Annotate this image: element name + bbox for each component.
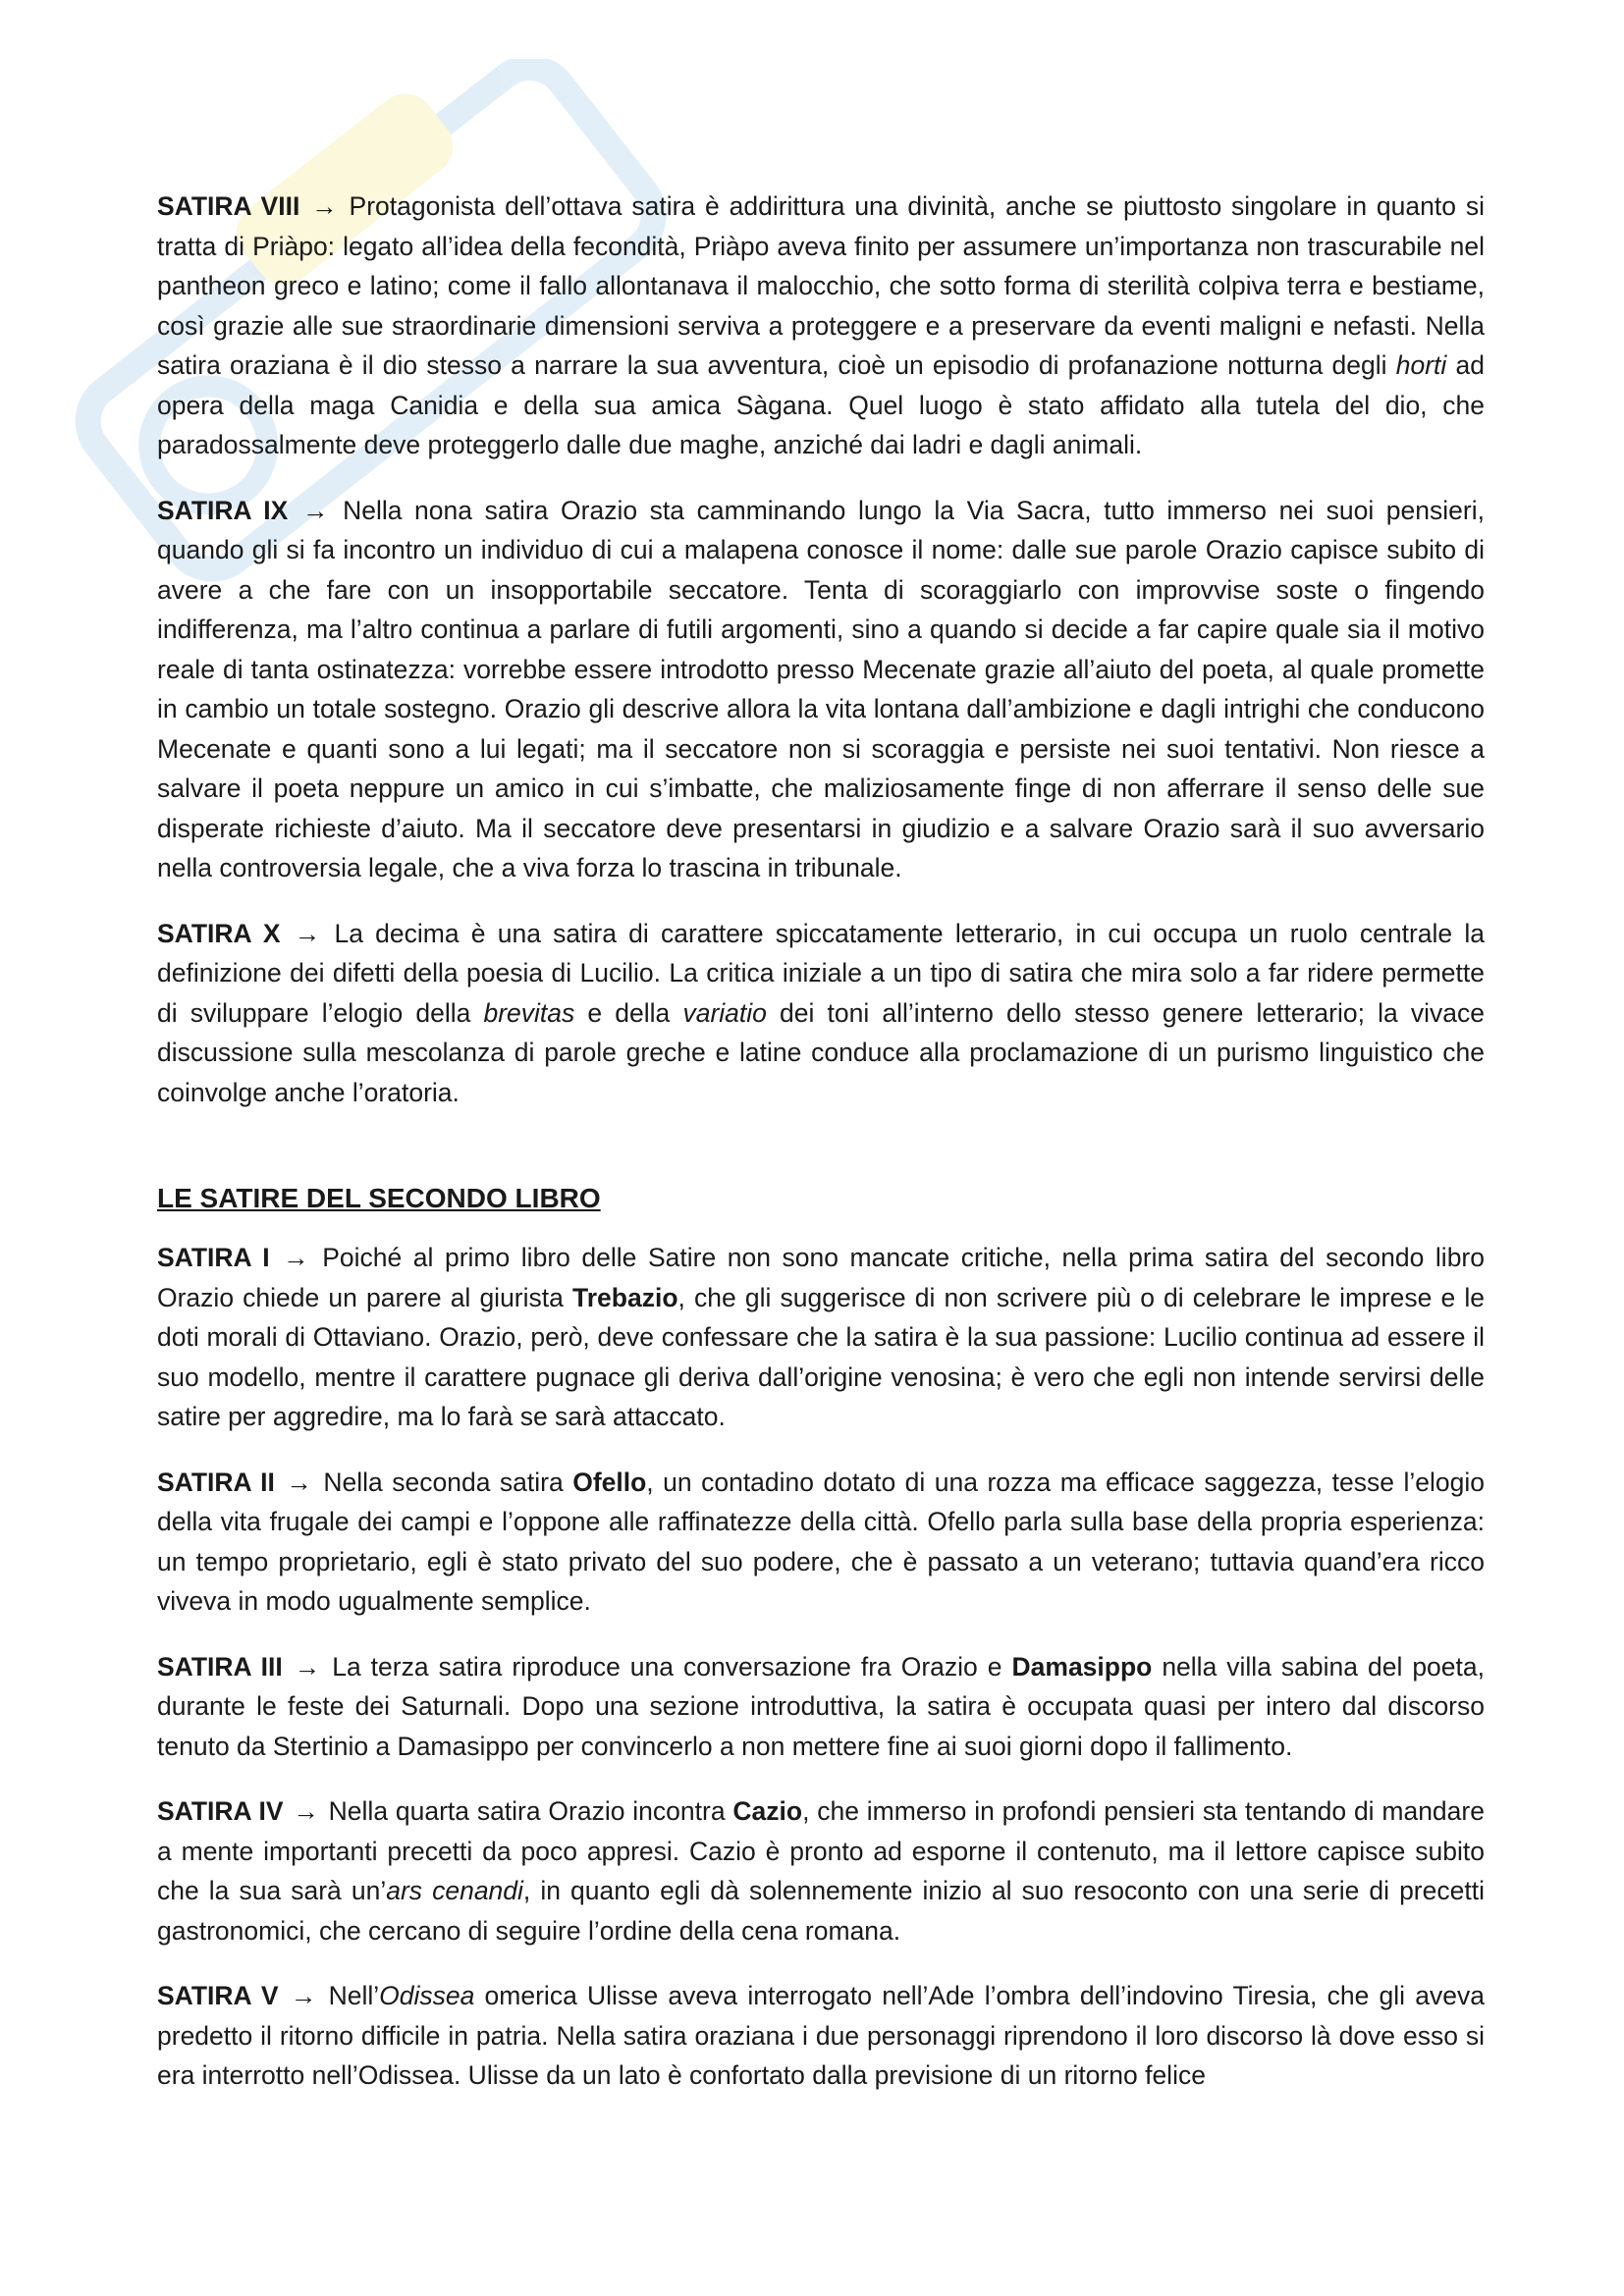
paragraph-text: dei toni all’interno dello stesso genere letterario; la vivace discussione sulla mescolanza di parole greche e latine conduce alla proclamazione di un purismo linguistico che coinvolge anche l’oratoria. <box>157 997 1485 1107</box>
arrow-icon: → <box>311 191 338 221</box>
first-book-block <box>157 187 1485 1112</box>
paragraph-text: , che immerso in profondi pensieri sta tentando di mandare a mente importanti precetti da poco appresi. Cazio è pronto ad esporne il contenuto, ma il lettore capisce subito che la sua sarà un’ <box>157 1796 1485 1905</box>
bold-name: Cazio <box>732 1796 803 1826</box>
paragraph-text: Nella seconda satira <box>323 1467 573 1497</box>
italic-term: ars cenandi <box>386 1876 523 1905</box>
bold-name: Ofello <box>572 1467 647 1497</box>
paragraph-text: La terza satira riproduce una conversazione fra Orazio e <box>332 1651 1012 1682</box>
section-title: LE SATIRE DEL SECONDO LIBRO <box>157 1183 601 1213</box>
satira-paragraph <box>157 1463 1485 1622</box>
bold-name: Damasippo <box>1011 1651 1153 1682</box>
satira-label: SATIRA II <box>157 1467 275 1497</box>
paragraph-text: , in quanto egli dà solennemente inizio al suo resoconto con una serie di precetti gastronomici, che cercano di seguire l’ordine della cena romana. <box>157 1876 1485 1946</box>
arrow-icon: → <box>301 495 329 525</box>
arrow-icon: → <box>294 1651 321 1682</box>
satira-paragraph <box>157 1791 1485 1950</box>
satira-paragraph <box>157 491 1485 888</box>
italic-term: horti <box>1395 350 1447 380</box>
paragraph-text: e della <box>574 997 683 1028</box>
satira-label: SATIRA V <box>157 1981 279 2010</box>
arrow-icon: → <box>286 1467 312 1497</box>
satira-label: SATIRA X <box>157 918 281 948</box>
paragraph-text: nella villa sabina del poeta, durante le feste dei Saturnali. Dopo una sezione introduttiva, la satira è occupata quasi per intero dal discorso tenuto da Stertinio a Damasippo per convincerlo a non mettere fine ai suoi giorni dopo il fallimento. <box>157 1651 1485 1761</box>
paragraph-text: , un contadino dotato di una rozza ma efficace saggezza, tesse l’elogio della vita frugale dei campi e l’oppone alle raffinatezze della città. Ofello parla sulla base della propria esperienza: un tempo proprietario, egli è stato privato del suo podere, che è passato a un veterano; tuttavia quand’era ricco viveva in modo ugualmente semplice. <box>157 1467 1485 1616</box>
satira-label: SATIRA IX <box>157 495 289 525</box>
paragraph-text: , che gli suggerisce di non scrivere più o di celebrare le imprese e le doti morali di Ottaviano. Orazio, però, deve confessare che la satira è la sua passione: Lucilio continua ad essere il suo modello, mentre il carattere pugnace gli deriva dall’origine venosina; è vero che egli non intende servirsi delle satire per aggredire, ma lo farà se sarà attaccato. <box>157 1282 1485 1431</box>
paragraph-text: La decima è una satira di carattere spiccatamente letterario, in cui occupa un ruolo centrale la definizione dei difetti della poesia di Lucilio. La critica iniziale a un tipo di satira che mira solo a far ridere permette di sviluppare l’elogio della <box>157 918 1485 1028</box>
paragraph-text: Nella quarta satira Orazio incontra <box>328 1796 733 1826</box>
paragraph-text: Protagonista dell’ottava satira è addirittura una divinità, anche se piuttosto singolare in quanto si tratta di Priàpo: legato all’idea della fecondità, Priàpo aveva finito per assumere un’importanza non trascurabile nel pantheon greco e latino; come il fallo allontanava il malocchio, che sotto forma di sterilità colpiva terra e bestiame, così grazie alle sue straordinarie dimensioni serviva a proteggere e a preservare da eventi maligni e nefasti. Nella satira oraziana è il dio stesso a narrare la sua avventura, cioè un episodio di profanazione notturna degli <box>157 191 1485 380</box>
italic-term: Odissea <box>379 1981 475 2010</box>
satira-label: SATIRA III <box>157 1651 283 1682</box>
arrow-icon: → <box>294 918 321 948</box>
arrow-icon: → <box>293 1796 319 1826</box>
satira-paragraph <box>157 187 1485 465</box>
arrow-icon: → <box>283 1243 309 1272</box>
arrow-icon: → <box>290 1981 317 2010</box>
satira-paragraph <box>157 1647 1485 1767</box>
paragraph-text: ad opera della maga Canidia e della sua amica Sàgana. Quel luogo è stato affidato alla tutela del dio, che paradossalmente deve proteggerlo dalle due maghe, anziché dai ladri e dagli animali. <box>157 350 1485 459</box>
satira-label: SATIRA IV <box>157 1796 284 1826</box>
satira-paragraph <box>157 914 1485 1113</box>
document-page <box>157 187 1485 2121</box>
italic-term: brevitas <box>483 997 575 1028</box>
satira-label: SATIRA I <box>157 1243 270 1272</box>
paragraph-text: Nella nona satira Orazio sta camminando lungo la Via Sacra, tutto immerso nei suoi pensieri, quando gli si fa incontro un individuo di cui a malapena conosce il nome: dalle sue parole Orazio capisce subito di avere a che fare con un insopportabile seccatore. Tenta di scoraggiarlo con improvvise soste o fingendo indifferenza, ma l’altro continua a parlare di futili argomenti, sino a quando si decide a far capire quale sia il motivo reale di tanta ostinatezza: vorrebbe essere introdotto presso Mecenate grazie all’aiuto del poeta, al quale promette in cambio un totale sostegno. Orazio gli descrive allora la vita lontana dall’ambizione e dagli intrighi che conducono Mecenate e quanti sono a lui legati; ma il seccatore non si scoraggia e persiste nei suoi tentativi. Non riesce a salvare il poeta neppure un amico in cui s’imbatte, che maliziosamente finge di non afferrare il senso delle sue disperate richieste d’aiuto. Ma il seccatore deve presentarsi in giudizio e a salvare Orazio sarà il suo avversario nella controversia legale, che a viva forza lo trascina in tribunale. <box>157 495 1485 882</box>
paragraph-text: omerica Ulisse aveva interrogato nell’Ade l’ombra dell’indovino Tiresia, che gli aveva predetto il ritorno difficile in patria. Nella satira oraziana i due personaggi riprendono il loro discorso là dove esso si era interrotto nell’Odissea. Ulisse da un lato è confortato dalla previsione di un ritorno felice <box>157 1981 1485 2090</box>
italic-term: variatio <box>682 997 767 1028</box>
satira-label: SATIRA VIII <box>157 191 300 221</box>
satira-paragraph <box>157 1976 1485 2096</box>
bold-name: Trebazio <box>572 1282 678 1312</box>
paragraph-text: Nell’ <box>328 1981 380 2010</box>
satira-paragraph <box>157 1238 1485 1437</box>
second-book-block <box>157 1238 1485 2096</box>
paragraph-text: Poiché al primo libro delle Satire non sono mancate critiche, nella prima satira del secondo libro Orazio chiede un parere al giurista <box>157 1243 1485 1312</box>
